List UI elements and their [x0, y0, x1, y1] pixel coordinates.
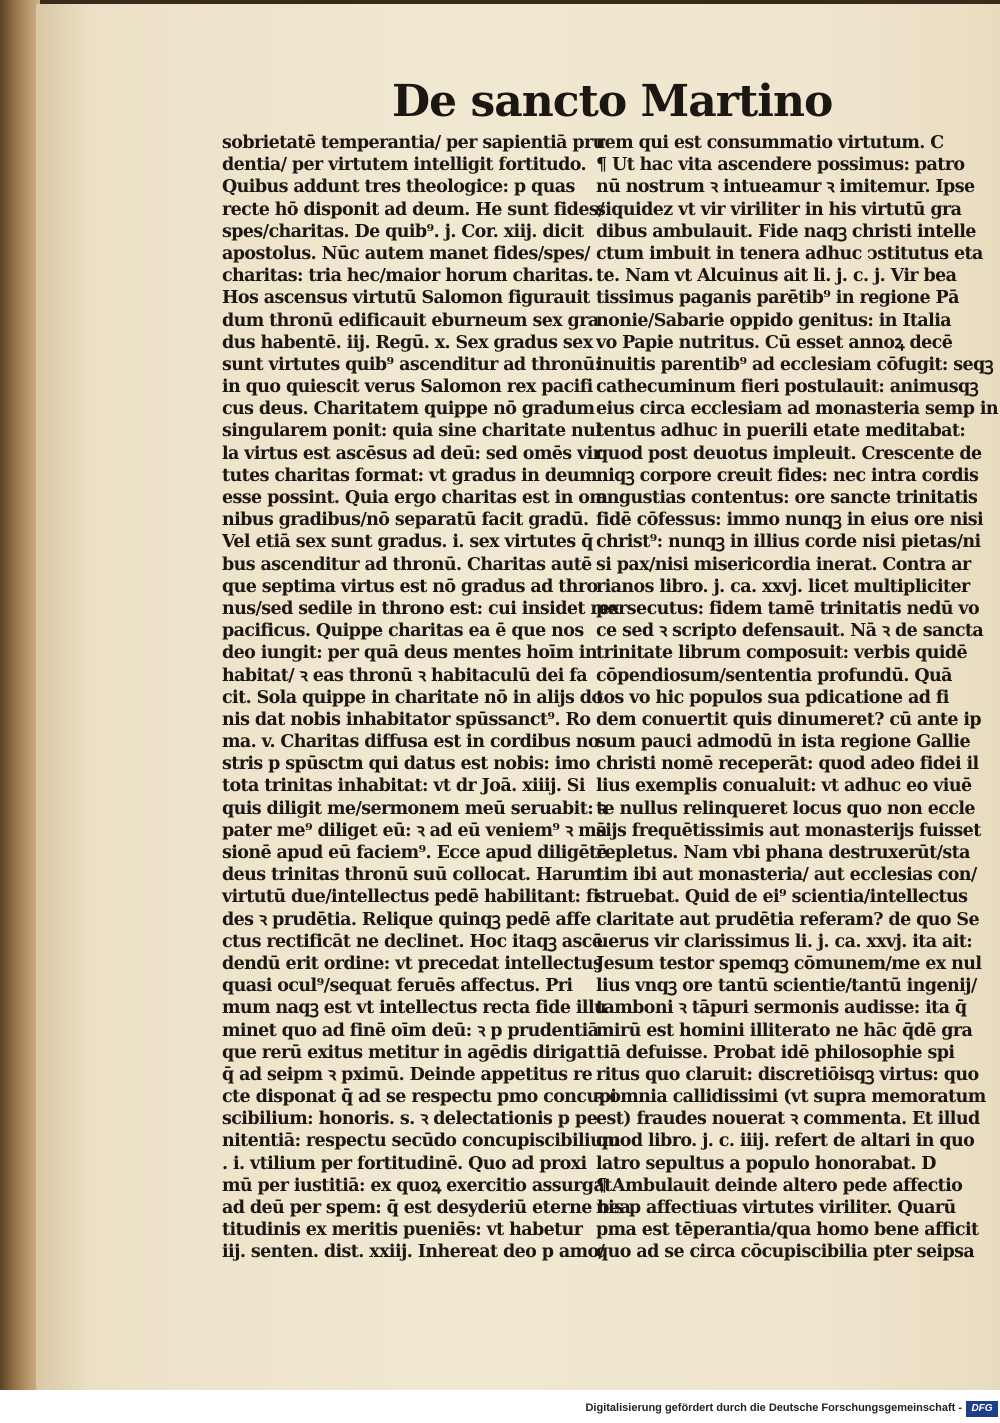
text-line: apostolus. Nūc autem manet fides/spes/ — [222, 243, 590, 264]
text-line: Vel etiā sex sunt gradus. i. sex virtutes q̄ — [222, 532, 593, 553]
text-line: lius exemplis conualuit: vt adhuc eo viuē — [596, 776, 972, 797]
text-line: tissimus paganis parētib⁹ in regione Pā — [596, 288, 959, 309]
text-line: sijs frequētissimis aut monasterijs fuisset — [596, 820, 981, 841]
text-line: si pax/nisi misericordia inerat. Contra ar — [596, 554, 971, 575]
text-line: quod post deuotus impleuit. Crescente de — [596, 443, 982, 464]
text-line: nitentiā: respectu secūdo concupiscibilium — [222, 1131, 621, 1152]
text-line: tutes charitas format: vt gradus in deum — [222, 465, 597, 486]
text-line: persecutus: fidem tamē trinitatis nedū vo — [596, 598, 980, 619]
text-line: charitas: tria hec/maior horum charitas. — [222, 266, 594, 287]
text-line: deus trinitas thronū suū collocat. Harum — [222, 865, 602, 886]
text-line: pma est tēperantia/qua homo bene afficit — [596, 1220, 979, 1241]
text-line: tentus adhuc in puerili etate meditabat: — [596, 421, 966, 442]
text-line: latro sepultus a populo honorabat. D — [596, 1153, 936, 1174]
text-line: deo iungit: per quā deus mentes hoīm in — [222, 643, 598, 664]
text-line: que septima virtus est nō gradus ad thro — [222, 576, 598, 597]
text-line: quasi ocul⁹/sequat feruēs affectus. Pri — [222, 976, 573, 997]
text-line: lius vnqꝫ ore tantū scientie/tantū ingenij/ — [596, 976, 977, 997]
text-line: habitat/ ꝛ eas thronū ꝛ habitaculū dei fa — [222, 665, 587, 686]
text-line: rem qui est consummatio virtutum. C — [596, 133, 944, 153]
text-line: ritus quo claruit: discretiōisqꝫ virtus: quo — [596, 1064, 979, 1085]
text-line: Hos ascensus virtutū Salomon figurauit — [222, 288, 590, 309]
text-line: repletus. Nam vbi phana destruxerūt/sta — [596, 843, 970, 863]
text-line: mū per iustitiā: ex quoꝝ exercitio assurgat — [222, 1175, 612, 1196]
text-line: vo Papie nutritus. Cū esset annoꝝ decē — [596, 332, 953, 353]
funding-credit: Digitalisierung gefördert durch die Deutsche Forschungsgemeinschaft - — [585, 1402, 962, 1414]
text-column-left — [222, 132, 631, 1263]
text-line: christi nomē recepe​rāt: quod adeo fidei il — [596, 754, 979, 775]
text-line: dum thronū edificauit eburneum sex gra — [222, 310, 599, 331]
text-line: quis diligit me/sermonem meū seruabit: ꝛ — [222, 798, 607, 819]
text-line: nū nostrum ꝛ intueamur ꝛ imitemur. Ipse — [596, 177, 975, 198]
text-line: nonie/Sabarie oppido genitus: in Italia — [596, 310, 951, 331]
text-line: quo ad se circa cōcupiscibilia pter seipsa — [596, 1242, 975, 1263]
text-line: dentia/ per virtutem intelligit fortitudo. — [222, 155, 587, 176]
text-line: ma. v. Charitas diffusa est in cordibus no — [222, 732, 599, 753]
text-line: ad deū per spem: q̄ est desyderiū eterne bea — [222, 1198, 631, 1218]
text-line: recte hō disponit ad deum. He sunt fides/ — [222, 199, 604, 220]
text-line: inuitis parentib⁹ ad ecclesiam cōfugit: seqꝫ — [596, 354, 994, 375]
text-line: sionē apud eū faciem⁹. Ecce apud diligētē — [222, 843, 608, 863]
text-line: titudinis ex meritis pueniēs: vt habetur — [222, 1220, 583, 1241]
text-line: te nullus relinqueret locus quo non eccle — [596, 798, 975, 819]
text-line: tota trinitas inhabitat: vt dr Joā. xiiij. Si — [222, 776, 585, 797]
text-line: est) fraudes nouerat ꝛ commenta. Et illud — [596, 1109, 980, 1130]
text-line: siquidez vt vir viriliter in his virtutū gra — [596, 199, 962, 220]
text-line: tim ibi aut monasteria/ aut ecclesias con/ — [596, 865, 977, 886]
text-line: singularem ponit: quia sine charitate nul — [222, 421, 602, 442]
text-line: stris p spūsctm qui datus est nobis: imo — [222, 754, 590, 775]
text-line: pater me⁹ diliget eū: ꝛ ad eū veniem⁹ ꝛ mā — [222, 820, 607, 841]
text-line: Quibus addunt tres theologice: p quas — [222, 177, 575, 198]
dfg-logo: DFG — [966, 1401, 998, 1417]
text-line: nus/sed sedile in throno est: cui insidet rex — [222, 598, 620, 619]
text-line: mum naqꝫ est vt intellectus recta fide illu — [222, 998, 607, 1019]
text-line: la virtus est ascēsus ad deū: sed omēs vir — [222, 443, 602, 464]
text-line: cus deus. Charitatem quippe nō gradum — [222, 399, 595, 420]
text-line: tamboni ꝛ tāpuri sermonis audisse: ita q̄ — [596, 998, 967, 1019]
text-line: ce sed ꝛ scripto defensauit. Nā ꝛ de sancta — [596, 621, 984, 642]
digitization-footer — [0, 1400, 1000, 1420]
text-line: bus ascenditur ad thronū. Charitas autē — [222, 554, 592, 575]
text-line: scibilium: honoris. s. ꝛ delectationis p pe — [222, 1109, 598, 1130]
text-line: cōpendiosum/sententia profundū. Quā — [596, 665, 952, 686]
text-line: ꝛ omnia callidissimi (vt supra memoratum — [596, 1087, 986, 1108]
text-line: rianos libro. j. ca. xxvj. licet multipliciter — [596, 576, 970, 597]
text-line: sobrietatē temperantia/ per sapientiā pru — [222, 133, 605, 153]
text-line: cte disponat q̄ ad se respectu pmo concupi — [222, 1087, 617, 1108]
text-line: ctus rectificāt ne declinet. Hoc itaqꝫ ascē — [222, 931, 603, 952]
page-edges — [0, 0, 40, 1390]
text-line: dem conuertit quis dinumeret? cū ante ip — [596, 709, 982, 730]
text-line: virtutū due/intellectus pedē habilitant: fi — [222, 887, 599, 908]
text-line: des ꝛ prudētia. Relique quinqꝫ pedē affe — [222, 909, 591, 930]
text-line: sum pauci admodū in ista regione Gallie — [596, 732, 970, 753]
text-line: cathecuminum fieri postulauit: animusqꝫ — [596, 377, 978, 398]
text-line: nibus gradibus/nō separatū facit gradū. — [222, 510, 589, 531]
text-line: ¶ Ut hac vita ascendere possimus: patro — [596, 155, 965, 176]
text-line: christ⁹: nunqꝫ in illius corde nisi pietas/ni — [596, 532, 981, 553]
text-line: mirū est homini illiterato ne hāc q̄dē gra — [596, 1020, 973, 1041]
text-line: struebat. Quid de ei⁹ scientia/intellectus — [596, 887, 968, 908]
text-line: nis p affectiuas virtutes viriliter. Quarū — [596, 1198, 956, 1218]
text-line: te. Nam vt Alcuinus ait li. j. c. j. Vir bea — [596, 266, 957, 287]
text-line: pacificus. Quippe charitas ea ē que nos — [222, 621, 584, 642]
text-line: ctum imbuit in tenera adhuc ↄstitutus eta — [596, 243, 983, 264]
text-line: dendū erit ordine: vt precedat intellectus — [222, 953, 603, 974]
text-line: claritate aut prudētia referam? de quo Se — [596, 909, 979, 930]
text-line: sunt virtutes quib⁹ ascenditur ad thronū: — [222, 354, 601, 375]
text-line: nis dat nobis inhabitator spūssanct⁹. Ro — [222, 709, 591, 730]
text-line: spes/charitas. De quib⁹. j. Cor. xiij. dicit — [222, 221, 584, 242]
text-line: tos vo hic populos sua pdicatione ad fi — [596, 687, 949, 708]
text-line: niqꝫ corpore creuit fides: nec intra cordis — [596, 465, 979, 486]
text-line: angustias contentus: ore sancte trinitatis — [596, 488, 978, 508]
text-line: . i. vtilium per fortitudinē. Quo ad proxi — [222, 1153, 587, 1174]
running-head: De sancto Martino — [392, 76, 833, 127]
text-column-right — [596, 132, 999, 1263]
text-line: quod libro. j. c. iiij. refert de altari in quo — [596, 1131, 975, 1152]
text-line: uerus vir clarissimus li. j. ca. xxvj. ita ait: — [596, 931, 973, 952]
text-line: dibus ambulauit. Fide naqꝫ christi intelle — [596, 221, 976, 242]
text-line: eius circa ecclesiam ad monasteria semp in — [596, 399, 999, 420]
text-line: iij. senten. dist. xxiij. Inhereat deo p amo/ — [222, 1242, 605, 1263]
text-line: trinitate librum composuit: verbis quidē — [596, 643, 968, 664]
text-line: in quo quiescit verus Salomon rex pacifi — [222, 377, 593, 398]
text-line: q̄ ad seipm ꝛ pximū. Deinde appetitus re — [222, 1064, 593, 1085]
text-line: minet quo ad finē oīm deū: ꝛ p prudentiā — [222, 1020, 599, 1041]
text-line: tiā defuisse. Probat idē philosophie spi — [596, 1042, 955, 1063]
text-line: esse possint. Quia ergo charitas est in om — [222, 488, 608, 508]
text-line: Jesum testor spemqꝫ cōmunem/me ex nul — [596, 953, 982, 974]
text-line: cit. Sola quippe in charitate nō in alijs do — [222, 687, 603, 708]
text-line: que rerū exitus metitur in agēdis dirigat — [222, 1042, 595, 1063]
text-line: ¶ Ambulauit deinde altero pede affectio — [596, 1175, 963, 1196]
text-line: fidē cōfessus: immo nunqꝫ in eius ore nisi — [596, 510, 984, 531]
text-line: dus habentē. iij. Regū. x. Sex gradus sex — [222, 332, 593, 353]
